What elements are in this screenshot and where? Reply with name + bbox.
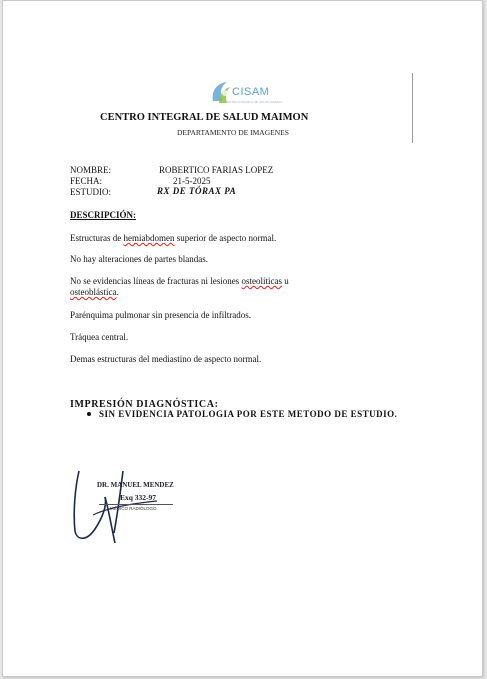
description-paragraph: Tráquea central. — [70, 332, 129, 342]
spellcheck-word: osteolíticas — [241, 276, 282, 286]
org-name: CENTRO INTEGRAL DE SALUD MAIMON — [100, 112, 309, 123]
description-paragraph: No hay alteraciones de partes blandas. — [70, 254, 208, 264]
date-value: 21-5-2025 — [173, 176, 211, 186]
study-value: RX DE TÓRAX PA — [157, 186, 237, 196]
doctor-name: DR. MANUEL MENDEZ — [97, 481, 174, 489]
description-heading: DESCRIPCIÓN: — [70, 210, 137, 220]
text-run: u — [281, 276, 289, 286]
impression-text: SIN EVIDENCIA PATOLOGIA POR ESTE METODO DE ESTUDIO. — [99, 409, 398, 419]
document-page — [2, 0, 483, 677]
description-paragraph — [70, 276, 370, 298]
name-label: NOMBRE: — [70, 165, 112, 175]
doctor-role: MÉDICO RADIÓLOGO — [110, 506, 157, 511]
text-run: superior de aspecto normal. — [174, 233, 277, 243]
text-run: No se evidencias líneas de fracturas ni lesiones — [70, 276, 242, 286]
text-run: . — [116, 287, 119, 297]
impression-heading: IMPRESIÓN DIAGNÓSTICA: — [70, 399, 219, 410]
description-paragraph: Demas estructuras del mediastino de aspecto normal. — [70, 354, 262, 364]
signature-line — [99, 504, 173, 505]
logo-subtitle: CENTRO INTEGRAL DE SALUD MAIMON — [225, 100, 283, 104]
description-paragraph: Parénquima pulmonar sin presencia de infiltrados. — [70, 310, 251, 320]
spellcheck-word: osteoblástica — [70, 287, 117, 297]
logo-text: CISAM — [232, 86, 270, 98]
margin-line — [412, 73, 413, 143]
bullet-icon — [87, 412, 91, 416]
date-label: FECHA: — [70, 176, 103, 186]
name-value: ROBERTICO FARIAS LOPEZ — [159, 165, 274, 175]
spellcheck-word: hemiabdomen — [123, 233, 175, 243]
text-run: Estructuras de — [70, 233, 124, 243]
study-label: ESTUDIO: — [70, 187, 111, 197]
description-paragraph — [70, 233, 370, 244]
department-name: DEPARTAMENTO DE IMAGENES — [177, 128, 289, 137]
impression-item — [87, 409, 397, 419]
exequatur-number: Exq 332-97 — [120, 493, 157, 502]
